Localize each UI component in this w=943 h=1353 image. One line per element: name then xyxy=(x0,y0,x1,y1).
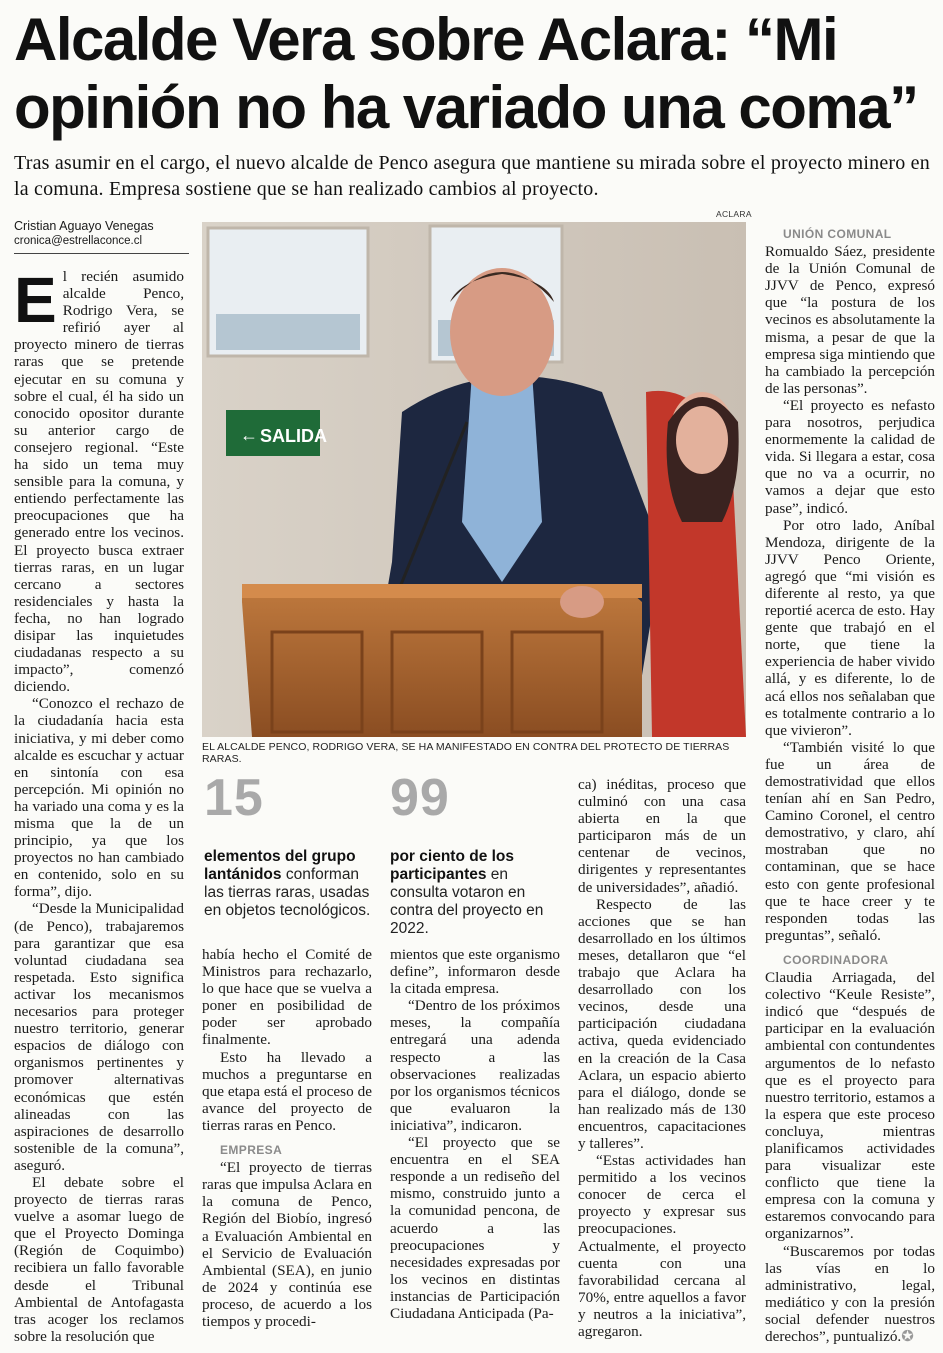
stat-box-2 xyxy=(390,770,570,938)
paragraph: Respecto de las acciones que se han desarrollado en los últimos meses, detallaron que “el trabajo que Aclara ha desarrollado con los vecinos, desde una participación ciudadana activa, queda evidenciado en la creación de la Casa Aclara, un espacio abierto para el diálogo, donde se han realizado más de 130 encuentros, capacitaciones y talleres”. xyxy=(578,895,746,1152)
stat-box-1 xyxy=(204,770,376,920)
article-photo xyxy=(202,222,746,737)
paragraph: “El proyecto es nefasto para nosotros, perjudica enormemente la calidad de vida. Si llegara a estar, cosa que no va a ocurrir, no vamos a dejar que esto pase”, indicó. xyxy=(765,396,935,517)
paragraph: “También visité lo que fue un área de demostratividad que ellos tenían ahí en San Pedro, Camino Coronel, el centro demostrativo, y claro, ahí mostraban que no contaminan, que se hace esto con gente profesional que te hace creer y te responden todas las preguntas”, señaló. xyxy=(765,738,935,944)
section-kicker: COORDINADORA xyxy=(783,952,889,967)
paragraph: ca) inéditas, proceso que culminó con una casa abierta en la que participaron más de un centenar de vecinos, dirigentes y representantes de universidades”, añadió. xyxy=(578,776,746,896)
byline-divider xyxy=(14,253,189,254)
paragraph: Claudia Arriagada, del colectivo “Keule Resiste”, indicó que “después de participar en la evaluación ambiental con contundentes argumentos de lo nefasto que es el proyecto para nuestro territorio, estamos a la espera que este proceso concluya, mientras planificamos actividades para visualizar este conflicto que tiene la empresa con la comuna y estaremos convocando para organizarnos”. xyxy=(765,969,935,1243)
stat-description: por ciento de los participantes en consulta votaron en contra del proyecto en 2022. xyxy=(390,848,544,937)
paragraph: Romualdo Sáez, presidente de la Unión Comunal de JJVV de Penco, expresó que “la postura de los vecinos es absolutamente la misma, a pesar de que la empresa siga mintiendo que ha cambiado la percepción de las personas”. xyxy=(765,243,935,397)
drop-cap: E xyxy=(14,264,57,336)
exit-sign-text: SALIDA xyxy=(260,426,327,446)
paragraph: El debate sobre el proyecto de tierras raras vuelve a asomar luego de que el Proyecto Dominga (Región de Coquimbo) recibiera un fallo favorable desde el Tribunal Ambiental de Antofagasta tras acoger los reclamos sobre la resolución que xyxy=(14,1173,184,1345)
paragraph: “Buscaremos por todas las vías en lo administrativo, legal, mediático y con la presión social defender nuestros derechos”, puntualizó.✪ xyxy=(765,1242,935,1345)
paragraph: El recién asumido alcalde Penco, Rodrigo Vera, se refirió ayer al proyecto minero de tierras raras que se pretende ejecutar en su comuna y sobre el cual, él ha sido un conocido opositor durante su anterior cargo de consejero regional. “Este ha sido un tema muy sensible para la comuna, y entiendo perfectamente las preocupaciones que ha generado entre los vecinos. El proyecto busca extraer tierras raras, en un lugar cercano a sectores residenciales y hasta la fecha, no han logrado disipar las inquietudes ciudadanas respecto a su impacto”, comenzó diciendo. xyxy=(14,264,184,696)
column-5 xyxy=(765,226,935,1345)
paragraph: “Estas actividades han permitido a los vecinos conocer de cerca el proyecto y expresar sus preocupaciones. Actualmente, el proyecto cuenta con una favorabilidad cercana al 70%, entre aquellos a favor y neutros a la iniciativa”, agregaron. xyxy=(578,1152,746,1340)
svg-text:←: ← xyxy=(240,425,258,445)
end-mark-icon: ✪ xyxy=(901,1328,914,1345)
column-4 xyxy=(578,776,746,1340)
stat-number: 99 xyxy=(390,769,450,827)
author-email[interactable]: cronica@estrellaconce.cl xyxy=(14,235,143,247)
paragraph: mientos que este organismo define”, informaron desde la citada empresa. xyxy=(390,946,560,998)
paragraph: “Conozco el rechazo de la ciudadanía hacia esta iniciativa, y mi deber como alcalde es escuchar y actuar en sintonía con esa percepción. Mi opinión no ha variado una coma y es la misma que la de un principio, ya que los proyectos no han cambiado en contenido, solo en su forma”, dijo. xyxy=(14,695,184,901)
byline xyxy=(14,219,194,249)
paragraph: había hecho el Comité de Ministros para rechazarlo, lo que hace que se vuelva a poner en posibilidad de poder ser aprobado finalmente. xyxy=(202,946,372,1049)
column-3 xyxy=(390,946,560,1322)
photo-credit: ACLARA xyxy=(716,209,752,219)
photo-caption: EL ALCALDE PENCO, RODRIGO VERA, SE HA MANIFESTADO EN CONTRA DEL PROTECTO DE TIERRAS RARAS. xyxy=(202,741,730,765)
stat-description: elementos del grupo lantánidos conforman las tierras raras, usadas en objetos tecnológicos. xyxy=(204,848,371,919)
paragraph: “El proyecto de tierras raras que impulsa Aclara en la comuna de Penco, Región del Biobío, ingresó a Evaluación Ambiental en el Servicio de Evaluación Ambiental (SEA), en junio de 2024 y continúa ese proceso, de acuerdo a los tiempos y procedi- xyxy=(202,1159,372,1330)
section-kicker: UNIÓN COMUNAL xyxy=(783,227,892,241)
deck: Tras asumir en el cargo, el nuevo alcalde de Penco asegura que mantiene su mirada sobre el proyecto minero en la comuna. Empresa sostiene que se han realizado cambios al proyecto. xyxy=(14,152,930,200)
headline: Alcalde Vera sobre Aclara: “Mi opinión no ha variado una coma” xyxy=(14,6,918,141)
paragraph: “Dentro de los próximos meses, la compañía entregará una adenda respecto a las observaciones realizadas por los organismos técnicos que evaluaron la iniciativa”, indicaron. xyxy=(390,997,560,1134)
column-1 xyxy=(14,264,184,1345)
section-kicker: EMPRESA xyxy=(220,1143,283,1158)
paragraph: “El proyecto que se encuentra en el SEA responde a un rediseño del mismo, construido junto a la comunidad penconа, de acuerdo a las preocupaciones y necesidades expresadas por los vecinos en distintas instancias de Participación Ciudadana Anticipada (Pa- xyxy=(390,1134,560,1322)
photo-illustration xyxy=(202,222,746,737)
paragraph: Esto ha llevado a muchos a preguntarse en que etapa está el proceso de avance del proyecto de tierras raras en Penco. xyxy=(202,1048,372,1134)
author-name: Cristian Aguayo Venegas xyxy=(14,219,154,233)
stat-number: 15 xyxy=(204,769,264,827)
paragraph: “Desde la Municipalidad (de Penco), trabajaremos para garantizar que esa voluntad ciudadana sea respetada. Esto significa activar los mecanismos necesarios para proteger nuestro territorio, generar espacios de diálogo con organismos pertinentes y promover alternativas económicas que estén alineadas con las aspiraciones de desarrollo sostenible de la comuna”, aseguró. xyxy=(14,900,184,1174)
column-2 xyxy=(202,946,372,1330)
paragraph: Por otro lado, Aníbal Mendoza, dirigente de la JJVV Penco Oriente, agregó que “mi visión es diferente al resto, ya que reportié acerca de esto. Hay gente que trabajó en el norte, que tiene la experiencia de haber vivido allá, y es diferente, lo de acá ellos nos señalaban que es totalmente contrario a lo que vivieron”. xyxy=(765,516,935,739)
